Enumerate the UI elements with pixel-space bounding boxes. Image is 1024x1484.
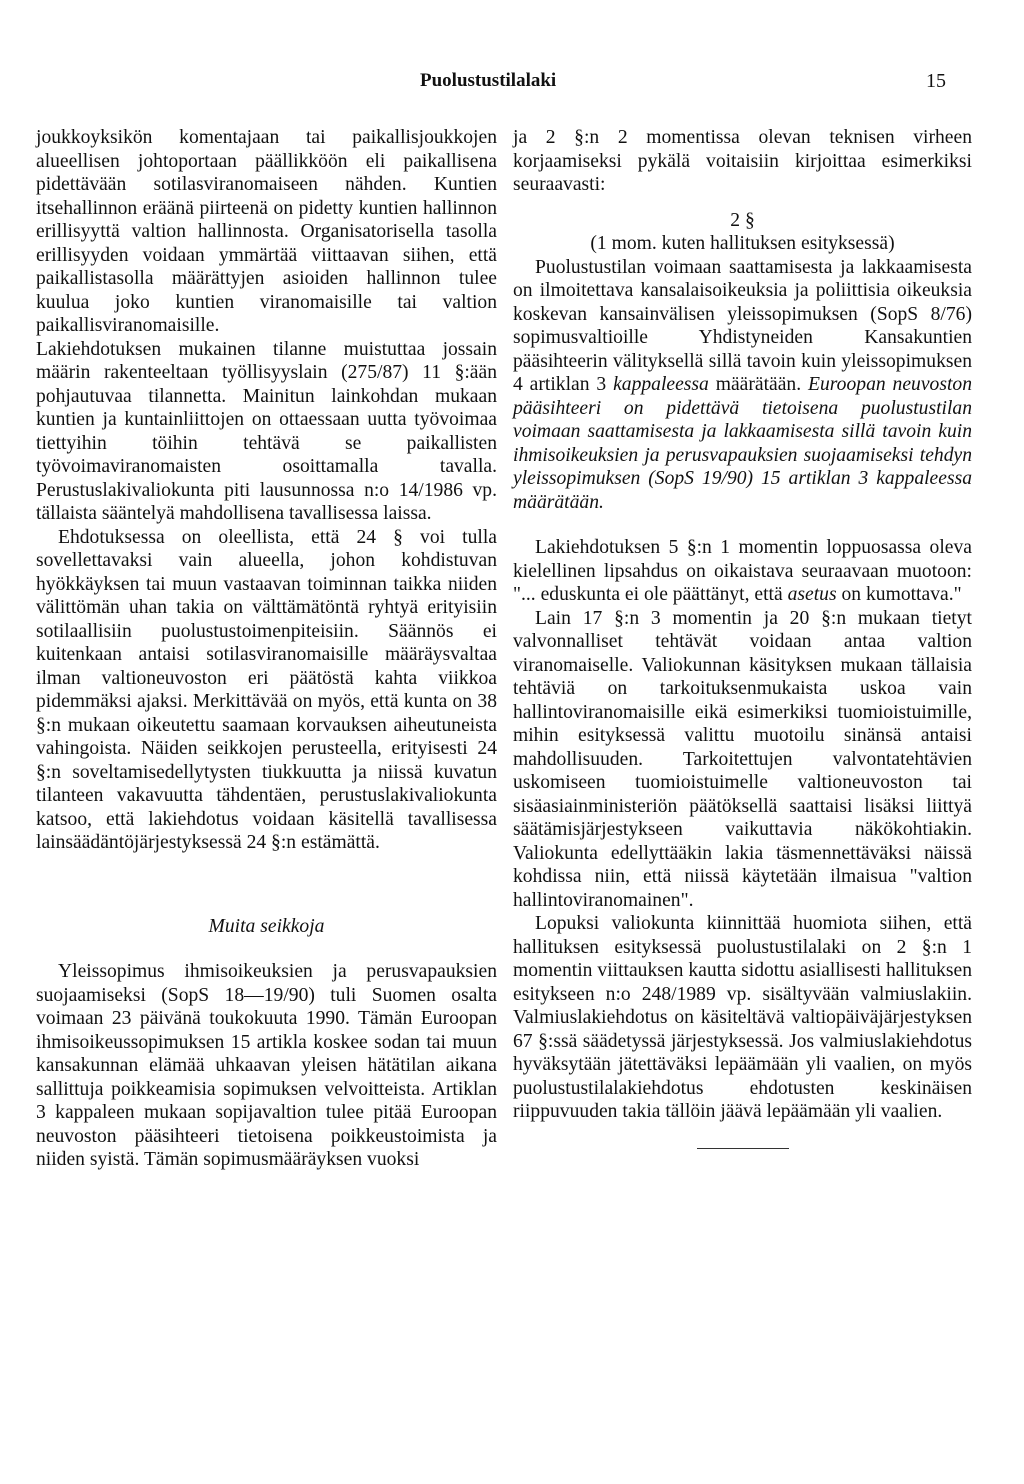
running-title: Puolustustilalaki	[420, 70, 557, 91]
section-number: 2 §	[730, 209, 755, 231]
quote-italic: Euroopan neuvoston pääsihteeri on pidettävä tietoisena puolustustilan voimaan saattamisesta ja lakkaamisesta sillä tavoin kuin ihmisoikeuksien ja perusvapauksien suojaamiseksi tehdyn yleissopimuksen (SopS 19/90) 15 artiklan 3 kappaleessa määrätään.	[513, 374, 972, 513]
paragraph: Yleissopimus ihmisoikeuksien ja perusvapauksien suojaamiseksi (SopS 18—19/90) tuli Suomen osalta voimaan 23 päivänä toukokuuta 1990. Tämän Euroopan ihmisoikeussopimuksen 15 artikla koskee sodan tai muun kansakunnan elämää uhkaavan yleisen hätätilan aikana sallittuja poikkeamisia sopimuksen velvoitteista. Artiklan 3 kappaleen mukaan sopijavaltion tulee pitää Euroopan neuvoston pääsihteeri tietoisena poikkeustoimista ja niiden syistä. Tämän sopimusmääräyksen vuoksi	[36, 961, 497, 1170]
paragraph: joukkoyksikön komentajaan tai paikallisjoukkojen alueellisen johtoportaan päällikköön eli paikallisena pidettävään sotilasviranomaiseen nähden. Kuntien itsehallinnon eräänä piirteenä on pidetty kuntien hallinnon erillisyyttä valtion hallinnosta. Organisatorisella tasolla erillisyyden voidaan ymmärtää viittaavan siihen, että paikallistasolla määrättyjen asioiden hallinnon tulee kuulua joko kuntien viranomaisille tai valtion paikallisviranomaisille.	[36, 127, 497, 336]
quote-text: määrätään.	[708, 374, 809, 395]
right-column	[513, 126, 972, 1149]
section-subtitle: (1 mom. kuten hallituksen esityksessä)	[590, 233, 895, 254]
paragraph: ja 2 §:n 2 momentissa olevan teknisen virheen korjaamiseksi pykälä voitaisiin kirjoittaa esimerkiksi seuraavasti:	[513, 127, 972, 195]
page-header	[0, 70, 1024, 96]
paragraph: Lopuksi valiokunta kiinnittää huomiota siihen, että hallituksen esityksessä puolustustilalaki on 2 §:n 1 momentin viittauksen kautta sidottu asiallisesti hallituksen esitykseen n:o 248/1989 vp. sisältyvään valmiuslakiin. Valmiuslakiehdotus on käsiteltävä valtiopäiväjärjestyksen 67 §:ssä säädetyssä järjestyksessä. Jos valmiuslakiehdotus hyväksytään jätettäväksi lepäämään yli vaalien, on myös puolustustilalakiehdotus ehdotusten keskinäisen riippuvuuden takia tällöin jäävä lepäämään yli vaalien.	[513, 913, 972, 1122]
italic-run: asetus	[787, 584, 837, 605]
left-column	[36, 126, 497, 1172]
paragraph: Ehdotuksessa on oleellista, että 24 § voi tulla sovellettavaksi vain alueella, johon kohdistuvan hyökkäyksen tai muun vastaavan toiminnan taikka niiden välittömän uhan takia on välttämätöntä ryhtyä erityisiin sotilaallisiin puolustustoimenpiteisiin. Säännös ei kuitenkaan antaisi sotilasviranomaisille määräysvaltaa ilman valtioneuvoston eri päätöstä kahta viikkoa pidemmäksi ajaksi. Merkittävää on myös, että kunta on 38 §:n mukaan oikeutettu saamaan korvauksen aiheutuneista vahingoista. Näiden seikkojen perusteella, erityisesti 24 §:n soveltamisedellytysten tiukkuutta ja niissä kuvatun tilanteen vakavuutta tähdentäen, perustuslakivaliokunta katsoo, että lakiehdotus voidaan käsitellä tavallisessa lainsäädäntöjärjestyksessä 24 §:n estämättä.	[36, 526, 497, 853]
end-rule	[697, 1148, 789, 1149]
quote-text: Puolustustilan voimaan saattamisesta ja lakkaamisesta on ilmoitettava kansalaisoikeuksia ja poliittisia oikeuksia koskevan kansainvälisen yleissopimuksen (SopS 8/76) sopimusvaltioille Yhdistyneiden Kansakuntien pääsihteerin välityksellä sillä tavoin kuin yleissopimuksen 4 artiklan 3	[513, 256, 972, 395]
text-run: Lakiehdotuksen 5 §:n 1 momentin loppuosassa oleva kielellinen lipsahdus on oikaistava seuraavaan muotoon: "... eduskunta ei ole päättänyt, että	[513, 537, 972, 605]
text-run: on kumottava."	[836, 584, 962, 605]
proposed-section-text	[513, 256, 972, 515]
paragraph	[513, 536, 972, 607]
section-heading: Muita seikkoja	[208, 915, 325, 937]
paragraph: Lain 17 §:n 3 momentin ja 20 §:n mukaan tietyt valvonnalliset tehtävät voidaan antaa valtion viranomaiselle. Valiokunnan käsityksen mukaan tällaisia tehtäviä on tarkoituksenmukaista uskoa vain hallintoviranomaisille eikä esimerkiksi tuomioistuimille, mihin esityksessä valittu muotoilu sinänsä antaisi mahdollisuuden. Tarkoitettujen valvontatehtävien uskomiseen tuomioistuimelle valtioneuvoston tai sisäasiainministeriön päätöksellä saattaisi lisäksi liittyä säätämisjärjestykseen vaikuttavia näkökohtiakin. Valiokunta edellyttääkin lakia täsmennettäväksi näissä kohdissa niin, että niissä käytetään ilmaisua "valtion hallintoviranomainen".	[513, 607, 972, 911]
page-number: 15	[926, 70, 946, 92]
quote-italic: kappaleessa	[613, 374, 709, 395]
paragraph: Lakiehdotuksen mukainen tilanne muistuttaa jossain määrin rakenteeltaan työllisyyslain (275/87) 11 §:ään pohjautuvaa tilannetta. Mainitun lainkohdan mukaan kuntien ja kuntainliittojen on ottaessaan uutta työvoimaa tiettyihin töihin tehtävä se paikallisten työvoimaviranomaisten osoittamalla tavalla. Perustuslakivaliokunta piti lausunnossa n:o 14/1986 vp. tällaista sääntelyä mahdollisena tavallisessa laissa.	[36, 338, 497, 524]
